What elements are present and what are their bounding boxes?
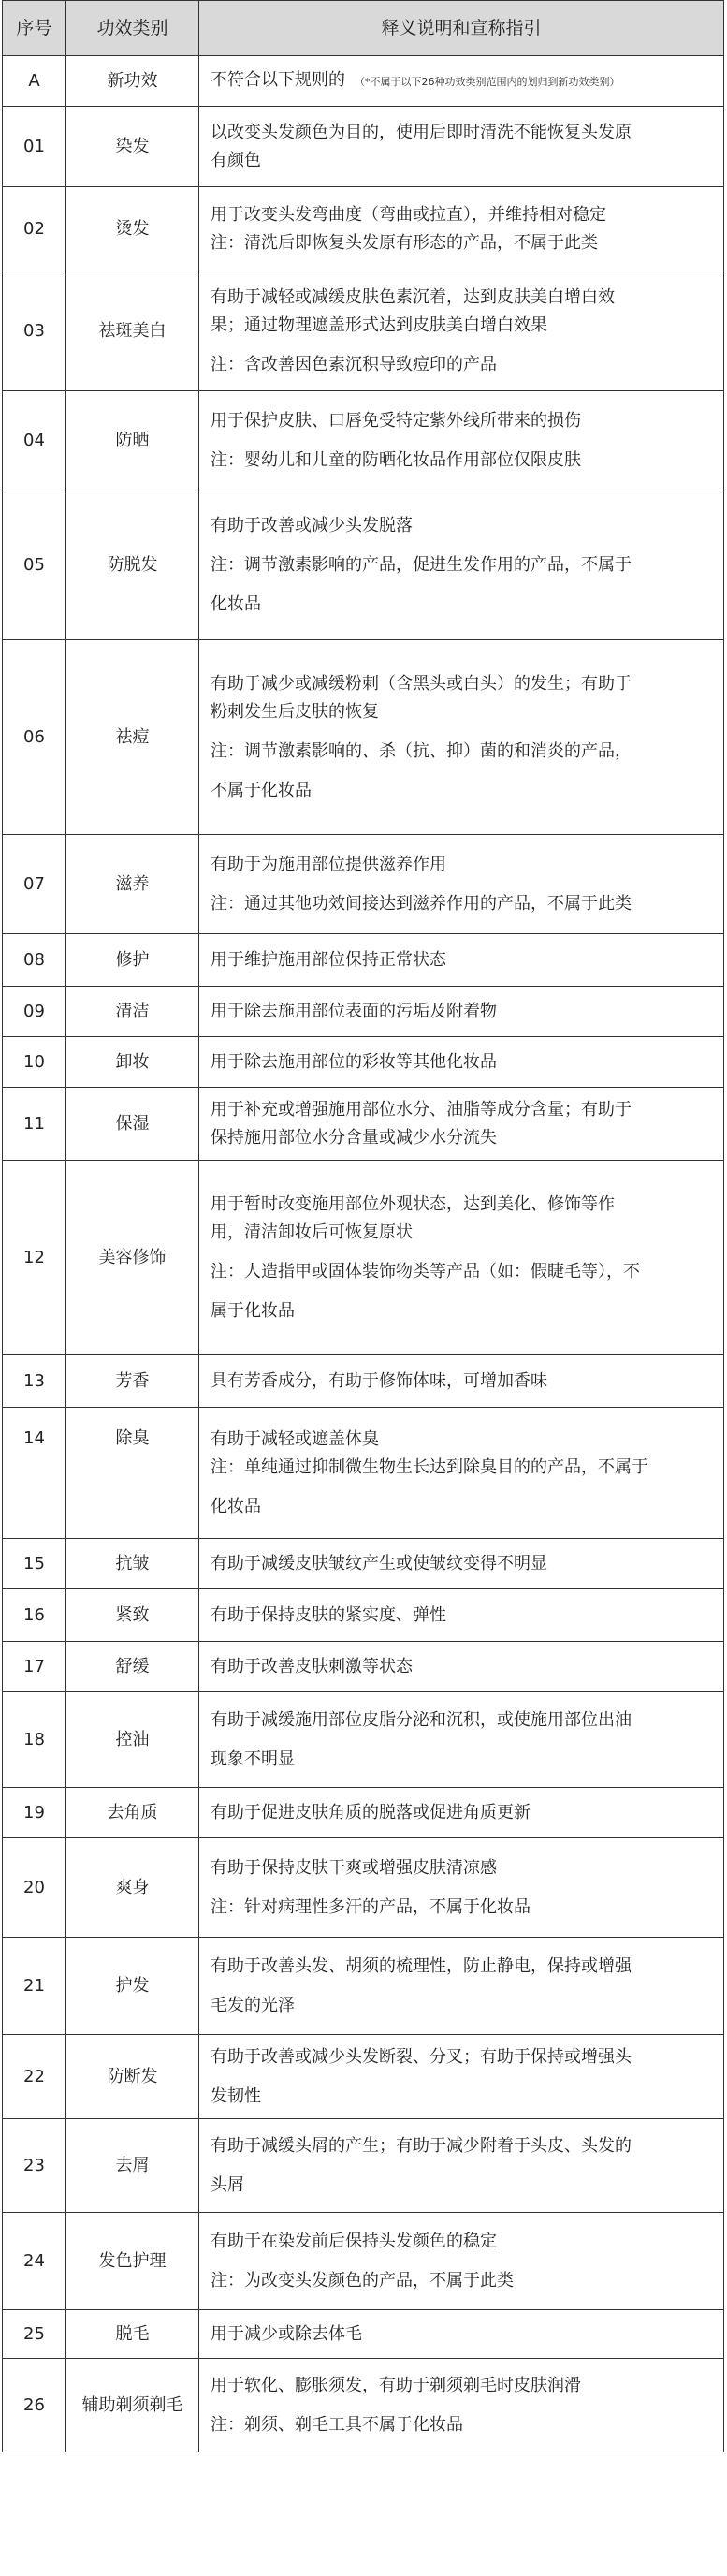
- row-category: 发色护理: [66, 2213, 199, 2310]
- row-category: 抗皱: [66, 1539, 199, 1589]
- description-line: 用于保护皮肤、口唇免受特定紫外线所带来的损伤: [211, 410, 581, 431]
- table-row: [3, 835, 724, 934]
- row-number: 14: [3, 1408, 66, 1539]
- row-category: 卸妆: [66, 1037, 199, 1088]
- row-description: [199, 835, 724, 934]
- row-number: 11: [3, 1088, 66, 1161]
- row-description: [199, 107, 724, 187]
- header-description: 释义说明和宣称指引: [199, 1, 724, 56]
- row-number: 19: [3, 1788, 66, 1838]
- row-number: 05: [3, 490, 66, 640]
- table-row: [3, 1161, 724, 1355]
- row-description: [199, 640, 724, 835]
- row-number: 01: [3, 107, 66, 187]
- table-row: [3, 987, 724, 1037]
- row-description: [199, 391, 724, 490]
- description-line: 有助于减缓施用部位皮脂分泌和沉积，或使施用部位出油: [211, 1709, 632, 1730]
- row-category: 烫发: [66, 187, 199, 271]
- row-number: 22: [3, 2035, 66, 2119]
- description-line: 属于化妆品: [211, 1300, 295, 1321]
- row-description: [199, 271, 724, 391]
- description-line: 有助于在染发前后保持头发颜色的稳定: [211, 2231, 497, 2251]
- description-line: 用于改变头发弯曲度（弯曲或拉直），并维持相对稳定: [211, 204, 606, 225]
- row-description: [199, 1589, 724, 1642]
- row-number: 10: [3, 1037, 66, 1088]
- row-number: 09: [3, 987, 66, 1037]
- description-text: 不符合以下规则的: [211, 69, 345, 90]
- description-line: [211, 66, 718, 96]
- description-line: 不属于化妆品: [211, 780, 312, 800]
- row-number: 06: [3, 640, 66, 835]
- description-line: 有助于保持皮肤干爽或增强皮肤清凉感: [211, 1857, 497, 1878]
- description-line: 用于维护施用部位保持正常状态: [211, 949, 446, 970]
- description-line: 有助于改善或减少头发断裂、分叉；有助于保持或增强头: [211, 2046, 632, 2067]
- description-line: 注：清洗后即恢复头发原有形态的产品，不属于此类: [211, 232, 598, 253]
- row-category: 防脱发: [66, 490, 199, 640]
- description-line: 有助于改善头发、胡须的梳理性，防止静电，保持或增强: [211, 1955, 632, 1976]
- row-description: [199, 934, 724, 987]
- row-number: 02: [3, 187, 66, 271]
- table-row: [3, 1642, 724, 1692]
- row-description: [199, 1408, 724, 1539]
- row-category: 芳香: [66, 1355, 199, 1408]
- row-description: [199, 1539, 724, 1589]
- description-line: 有助于改善皮肤刺激等状态: [211, 1656, 413, 1676]
- description-line: 保持施用部位水分含量或减少水分流失: [211, 1127, 497, 1148]
- row-description: [199, 1355, 724, 1408]
- row-description: [199, 1088, 724, 1161]
- row-category: 舒缓: [66, 1642, 199, 1692]
- table-row: [3, 1355, 724, 1408]
- description-line: 化妆品: [211, 1496, 261, 1516]
- description-line: 用，清洁卸妆后可恢复原状: [211, 1222, 413, 1242]
- table-row: [3, 56, 724, 107]
- description-line: 注：人造指甲或固体装饰物类等产品（如：假睫毛等），不: [211, 1261, 640, 1281]
- row-category: 防晒: [66, 391, 199, 490]
- row-number: 12: [3, 1161, 66, 1355]
- description-line: 有助于减缓皮肤皱纹产生或使皱纹变得不明显: [211, 1553, 547, 1573]
- description-line: 粉刺发生后皮肤的恢复: [211, 701, 379, 722]
- row-category: 护发: [66, 1938, 199, 2035]
- table-body: [3, 56, 724, 2452]
- row-category: 辅助剃须剃毛: [66, 2359, 199, 2452]
- row-number: 25: [3, 2310, 66, 2359]
- description-line: 注：针对病理性多汗的产品，不属于化妆品: [211, 1896, 531, 1917]
- table-row: [3, 1037, 724, 1088]
- table-row: [3, 1788, 724, 1838]
- row-number: 08: [3, 934, 66, 987]
- row-description: [199, 490, 724, 640]
- description-line: 有助于减轻或遮盖体臭: [211, 1428, 379, 1449]
- description-line: 有助于促进皮肤角质的脱落或促进角质更新: [211, 1802, 531, 1822]
- description-line: 有助于减轻或减缓皮肤色素沉着，达到皮肤美白增白效: [211, 286, 615, 307]
- row-number: 26: [3, 2359, 66, 2452]
- row-category: 去角质: [66, 1788, 199, 1838]
- row-number: 20: [3, 1838, 66, 1938]
- row-category: 祛斑美白: [66, 271, 199, 391]
- table-row: [3, 1938, 724, 2035]
- row-description: [199, 2119, 724, 2213]
- description-line: 用于除去施用部位表面的污垢及附着物: [211, 1001, 497, 1021]
- table-row: [3, 187, 724, 271]
- table-row: [3, 1692, 724, 1788]
- row-category: 爽身: [66, 1838, 199, 1938]
- description-line: 有助于减缓头屑的产生；有助于减少附着于头皮、头发的: [211, 2135, 632, 2156]
- description-line: 用于补充或增强施用部位水分、油脂等成分含量；有助于: [211, 1099, 632, 1120]
- description-line: 注：为改变头发颜色的产品，不属于此类: [211, 2270, 514, 2291]
- table-row: [3, 271, 724, 391]
- description-line: 有颜色: [211, 150, 261, 170]
- table-row: [3, 2359, 724, 2452]
- table-row: [3, 2213, 724, 2310]
- row-category: 控油: [66, 1692, 199, 1788]
- efficacy-classification-table: [2, 0, 724, 2452]
- description-line: 毛发的光泽: [211, 1995, 295, 2015]
- description-line: 有助于改善或减少头发脱落: [211, 515, 413, 535]
- row-category: 美容修饰: [66, 1161, 199, 1355]
- table-row: [3, 1838, 724, 1938]
- description-line: 用于除去施用部位的彩妆等其他化妆品: [211, 1051, 497, 1072]
- row-category: 去屑: [66, 2119, 199, 2213]
- row-number: 13: [3, 1355, 66, 1408]
- description-line: 用于软化、膨胀须发，有助于剃须剃毛时皮肤润滑: [211, 2375, 581, 2395]
- row-description: [199, 1692, 724, 1788]
- row-description: [199, 1838, 724, 1938]
- row-category: 滋养: [66, 835, 199, 934]
- row-number: 15: [3, 1539, 66, 1589]
- row-category: 除臭: [66, 1408, 199, 1539]
- description-line: 注：婴幼儿和儿童的防晒化妆品作用部位仅限皮肤: [211, 449, 581, 470]
- description-line: 发韧性: [211, 2086, 261, 2106]
- table-row: [3, 1408, 724, 1539]
- row-description: [199, 2213, 724, 2310]
- row-category: 防断发: [66, 2035, 199, 2119]
- description-line: 以改变头发颜色为目的，使用后即时清洗不能恢复头发原: [211, 122, 632, 142]
- row-description: [199, 187, 724, 271]
- table-row: [3, 1539, 724, 1589]
- row-category: 保湿: [66, 1088, 199, 1161]
- row-number: 18: [3, 1692, 66, 1788]
- table-row: [3, 391, 724, 490]
- description-line: 化妆品: [211, 593, 261, 614]
- table-row: [3, 2035, 724, 2119]
- description-line: 有助于为施用部位提供滋养作用: [211, 854, 446, 874]
- table-row: [3, 107, 724, 187]
- row-description: [199, 56, 724, 107]
- row-number: 04: [3, 391, 66, 490]
- description-line: 注：调节激素影响的产品，促进生发作用的产品，不属于: [211, 554, 632, 575]
- description-line: 注：单纯通过抑制微生物生长达到除臭目的的产品，不属于: [211, 1456, 648, 1477]
- description-line: 用于减少或除去体毛: [211, 2323, 362, 2344]
- header-category: 功效类别: [66, 1, 199, 56]
- row-number: A: [3, 56, 66, 107]
- description-line: 有助于减少或减缓粉刺（含黑头或白头）的发生；有助于: [211, 673, 632, 694]
- row-category: 清洁: [66, 987, 199, 1037]
- description-line: 具有芳香成分，有助于修饰体味，可增加香味: [211, 1370, 547, 1391]
- description-line: 注：剃须、剃毛工具不属于化妆品: [211, 2414, 463, 2435]
- table-header-row: [3, 1, 724, 56]
- description-line: 注：通过其他功效间接达到滋养作用的产品，不属于此类: [211, 893, 632, 914]
- row-category: 染发: [66, 107, 199, 187]
- row-description: [199, 1788, 724, 1838]
- header-no: 序号: [3, 1, 66, 56]
- table-row: [3, 1589, 724, 1642]
- row-number: 07: [3, 835, 66, 934]
- row-description: [199, 2359, 724, 2452]
- row-description: [199, 2035, 724, 2119]
- row-category: 修护: [66, 934, 199, 987]
- table-row: [3, 934, 724, 987]
- row-category: 新功效: [66, 56, 199, 107]
- description-line: 注：调节激素影响的、杀（抗、抑）菌的和消炎的产品，: [211, 740, 632, 761]
- description-line: 用于暂时改变施用部位外观状态，达到美化、修饰等作: [211, 1193, 615, 1214]
- row-number: 17: [3, 1642, 66, 1692]
- row-category: 紧致: [66, 1589, 199, 1642]
- row-category: 祛痘: [66, 640, 199, 835]
- row-description: [199, 1938, 724, 2035]
- description-line: 注：含改善因色素沉积导致痘印的产品: [211, 354, 497, 374]
- description-line: 头屑: [211, 2174, 244, 2195]
- description-line: 有助于保持皮肤的紧实度、弹性: [211, 1604, 446, 1625]
- table-row: [3, 2119, 724, 2213]
- row-number: 16: [3, 1589, 66, 1642]
- row-number: 24: [3, 2213, 66, 2310]
- row-description: [199, 987, 724, 1037]
- row-description: [199, 2310, 724, 2359]
- description-line: 现象不明显: [211, 1749, 295, 1769]
- table-row: [3, 1088, 724, 1161]
- row-number: 21: [3, 1938, 66, 2035]
- description-line: 果；通过物理遮盖形式达到皮肤美白增白效果: [211, 315, 547, 335]
- description-footnote: （*不属于以下26种功效类别范围内的划归到新功效类别）: [355, 75, 620, 88]
- table-row: [3, 490, 724, 640]
- row-description: [199, 1161, 724, 1355]
- row-description: [199, 1037, 724, 1088]
- row-number: 03: [3, 271, 66, 391]
- row-description: [199, 1642, 724, 1692]
- row-category: 脱毛: [66, 2310, 199, 2359]
- row-number: 23: [3, 2119, 66, 2213]
- table-row: [3, 2310, 724, 2359]
- table-row: [3, 640, 724, 835]
